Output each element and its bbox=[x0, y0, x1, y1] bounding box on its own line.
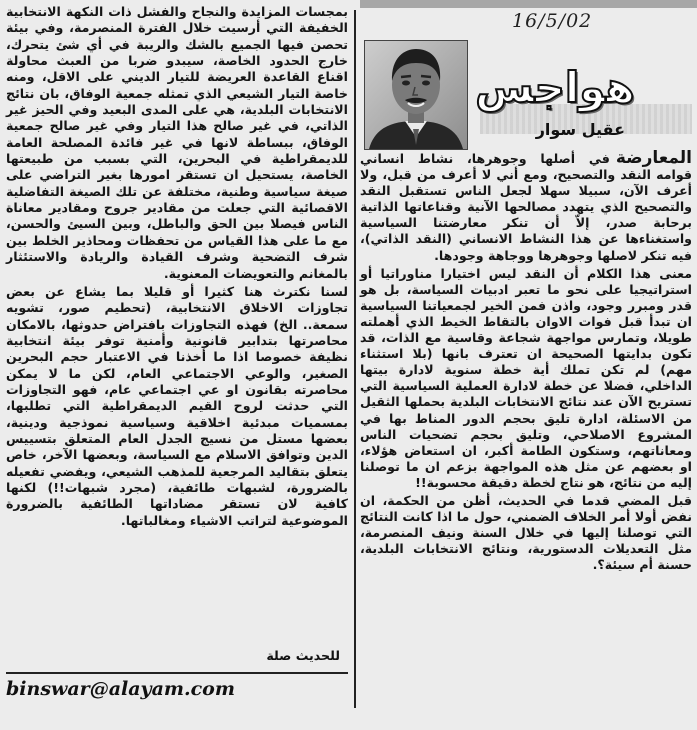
left-column-article bbox=[6, 4, 348, 531]
top-banner-strip bbox=[360, 0, 697, 8]
article-paragraph: معنى هذا الكلام أن النقد ليس اختيارا مناوراتيا أو استراتيجيا على نحو ما تعبر ادبيات السياسة، بل هو قدر ومبرر وجود، واذن فمن الخير لجمعياتنا السياسية ان تبدأ قبل فوات الاوان بالتقاط الخيط الذي أهملته طويلا، وتمارس مواجهة شجاعة وقاسية مع الذات، قد تكون بدايتها الصحيحة ان تعترف بانها (بلا استثناء مهم) لم تكن تملك أية خطة سنوية لادارة بيتها الداخلي، فضلا عن خطة لادارة العملية السياسية التي تستريح الآن عند نتائج الانتخابات البلدية بحملها الثقيل من الاسئلة، ادارة تليق بحجم الدور المناط بها في المشروع الاصلاحي، وتليق بحجم تضحيات الناس ومعاناتهم، وستكون الطامة أكبر، ان استعاض هؤلاء، او بعضهم عن مثل هذه المواجهة بزعم ان ما توصلنا إليه من نتائج، هو نتاج لخطة دقيقة محسوبة!! bbox=[360, 265, 692, 490]
article-headline: المعارضة bbox=[615, 148, 692, 168]
article-paragraph: لسنا نكترث هنا كثيرا أو قليلا بما يشاع عن بعض تجاوزات الاخلاق الانتخابية، (تحطيم صور، تشويه سمعة.. الخ) فهذه التجاوزات بافتراض حدوثها، بالامكان محاصرتها بتدابير قانونية وأمنية توفر بيئة انتخابية نظيفة خصوصا اذا ما أخذنا في الاعتبار حجم البحرين الصغير، والوعي الاجتماعي العام، لكن ما لا يمكن محاصرته بقانون او عي اجتماعي عام، فهو التجاوزات التي حدثت لروح القيم الديمقراطية التي تطلبها، بمسميات مبدئية اخلاقية وسياسية نموذجية ودينية، بعضها مستل من نسيج الجدل العام المتعلق بتسييس الدين وتوافق الاسلام مع السياسة، وبعضها الآخر، خاص يتعلق بتقاليد المرجعية للمذهب الشيعي، ويفضي تفعيله بالضرورة، لشبهات طائفية، (مجرد شبهات!!) لكنها كافية لان تستقر مضاداتها الطائفية بالضرورة الموضوعية لتراتب الاشياء ومغالباتها. bbox=[6, 283, 348, 528]
author-portrait bbox=[364, 40, 468, 150]
article-paragraph: بمجسات المزايدة والنجاح والفشل ذات النكهة الانتخابية الخفيفة التي أرسيت خلال الفترة المنصرمة، وفي بيئة تحصن فيها الجميع بالشك والريبة في أي شئ يتحرك، خارج الحدود الخاصة، سيبدو ضربا من العبث محاولة اقناع القاعدة العريضة للتيار الديني على الاقل، ومنه خاصة التيار الشيعي الذي تمثله جمعية الوفاق، بان نتائج الانتخابات البلدية، هي على المدى البعيد وفي الحيز غير الذاتي، في غير صالح هذا التيار وفي غير صالح جمعية الوفاق، ببساطة لانها في غير فائدة المصلحة العامة للديمقراطية في البحرين، التي بسبب من طبيعتها الخاصة، يستحيل ان تستقر امورها بغير التراضي على صيغة سياسية وطنية، مختلفة عن تلك الصيغة التفاضلية الاقصائية التي جعلت من مقادير جروح ومقادير معاناة الناس فيصلا بين الحق والباطل، وبين السيئ والحسن، مع ما على هذا القياس من تحفظات ومحاذير الخلط بين شرف التضحية وشرف القيادة والريادة والاستئثار بالمغانم والتعويضات المعنوية. bbox=[6, 4, 348, 281]
author-portrait-image bbox=[365, 41, 467, 149]
column-title: هواجس bbox=[475, 63, 635, 112]
article-paragraph-text: في أصلها وجوهرها، نشاط انساني قوامه النقد والتصحيح، ومع أني لا أعرف من قبل، ولا أعرف الآن، سبيلا سهلا لجعل الناس تستقبل النقد والتصحيح الذي يتهدد مصالحها الآنية وقناعاتها الذاتية برحابة صدر، إلاّ أن تنكر معارضتنا السياسية واستغناءها عن هذا النشاط الانساني (النقد الذاتي)، فيه تنكر لاصلها وجوهرها ووجاهة وجودها. bbox=[360, 151, 692, 263]
author-name: عقيل سوار bbox=[535, 120, 625, 139]
publication-date: 16/5/02 bbox=[512, 10, 593, 32]
article-paragraph: قبل المضي قدما في الحديث، أظن من الحكمة، ان نفض أولا أمر الخلاف الضمني، حول ما اذا كانت النتائج التي توصلنا إليها في خلال السنة ونيف المنصرمة، مثل التعديلات الدستورية، ونتائج الانتخابات البلدية، حسنة أم سيئة؟. bbox=[360, 492, 692, 573]
footer-divider bbox=[6, 672, 348, 674]
author-email[interactable]: binswar@alayam.com bbox=[6, 678, 235, 700]
column-divider bbox=[354, 10, 356, 708]
to-be-continued-note: للحديث صلة bbox=[266, 648, 340, 663]
article-paragraph bbox=[360, 150, 692, 264]
right-column-article bbox=[360, 150, 692, 730]
